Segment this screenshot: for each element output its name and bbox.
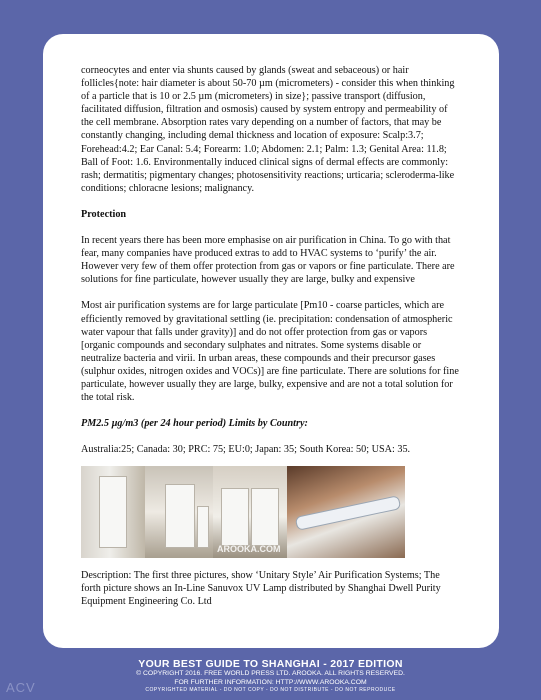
corner-mark: ACV xyxy=(6,680,36,695)
photo-air-purifier-1 xyxy=(81,466,145,558)
photo-caption: Description: The first three pictures, show ‘Unitary Style’ Air Purification Systems; The forth picture shows an In-Line Sanuvox UV Lamp distributed by Shanghai Dwell Purity Equipment Engineering Co. Ltd xyxy=(81,570,441,608)
limits-title: PM2.5 µg/m3 (per 24 hour period) Limits by Country: xyxy=(81,418,308,430)
footer-copyright: © COPYRIGHT 2016. FREE WORLD PRESS LTD. AROOKA. ALL RIGHTS RESERVED. xyxy=(136,670,405,677)
photo-uv-lamp xyxy=(287,466,405,558)
limits-values: Australia:25; Canada: 30; PRC: 75; EU:0; Japan: 35; South Korea: 50; USA: 35. xyxy=(81,444,411,456)
page-footer xyxy=(0,658,541,694)
footer-title: YOUR BEST GUIDE TO SHANGHAI - 2017 EDITION xyxy=(138,658,403,670)
photo-watermark: AROOKA.COM xyxy=(217,544,281,554)
photo-strip xyxy=(81,466,405,558)
protection-paragraph-2: Most air purification systems are for large particulate [Pm10 - coarse particles, which are efficiently removed by gravitational settling (ie. precipitation: condensation of atmospheric water vapour that falls under gravity)] and do not offer protection from gas or vapors [organic compounds and secondary sulphates and nitrates. Some systems disable or neutralize bacteria and virii. In urban areas, these compounds and their precursor gases (sulphur oxides, nitrogen oxides and VOCs)] are fine particulate. There are solutions for fine particulate, however usually they are large, bulky, expensive and are not a total solution for the total risk. xyxy=(81,300,459,404)
footer-notice: COPYRIGHTED MATERIAL - DO NOT COPY - DO NOT DISTRIBUTE - DO NOT REPRODUCE xyxy=(145,687,396,693)
document-body xyxy=(81,64,461,469)
footer-info: FOR FURTHER INFORMATION: HTTP://WWW.AROOKA.COM xyxy=(174,678,367,686)
photo-air-purifier-2 xyxy=(145,466,213,558)
protection-heading: Protection xyxy=(81,208,127,220)
photo-air-purifier-3 xyxy=(213,466,287,558)
intro-paragraph: corneocytes and enter via shunts caused by glands (sweat and sebaceous) or hair follicles{note: hair diameter is about 50-70 µm (micrometers) - consider this when thinking of a particle that is 10 or 2.5 µm (micrometers) in size}; passive transport (diffusion, facilitated diffusion, filtration and osmosis) caused by system entropy and permeability of the cell membrane. Absorption rates vary depending on a number of factors, that may be constantly changing, including demal thickness and location of exposure: Scalp:3.7; Forehead:4.2; Ear Canal: 5.4; Forearm: 1.0; Abdomen: 2.1; Palm: 1.3; Genital Area: 11.8; Ball of Foot: 1.6. Environmentally induced clinical signs of dermal effects are commonly: rash; dermatitis; pigmentary changes; photosensitivity reactions; urticaria; scleroderma-like conditions; chloracne lesions; malignancy. xyxy=(81,65,455,194)
protection-paragraph-1: In recent years there has been more emphasise on air purification in China. To go with that fear, many companies have produced extras to add to HVAC systems to ‘purify’ the air. However very few of them offer protection from gas or vapors or fine particulate. There are solutions for fine particulate, however usually they are large, bulky and expensive xyxy=(81,235,455,286)
